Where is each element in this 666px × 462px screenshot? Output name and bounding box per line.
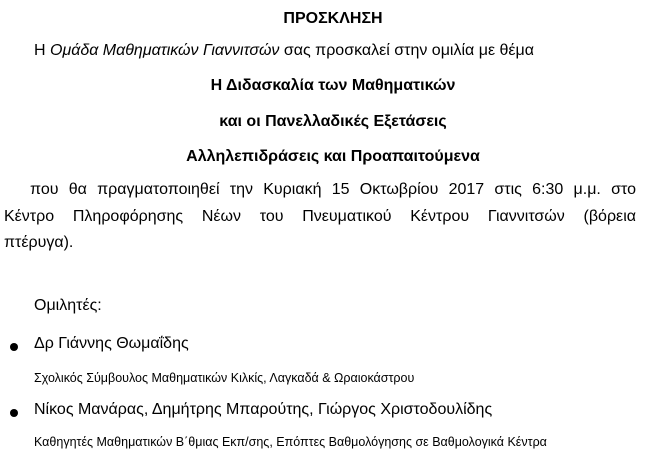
intro-line	[34, 43, 534, 59]
group-name: Ομάδα Μαθηματικών Γιαννιτσών	[50, 42, 280, 59]
bullet-icon	[10, 343, 18, 351]
topic-line-1: Η Διδασκαλία των Μαθηματικών	[210, 77, 456, 94]
speaker-affiliation-2: Καθηγητές Μαθηματικών Β΄θμιας Εκπ/σης, Επόπτες Βαθμολόγησης σε Βαθμολογικά Κέντρα	[34, 435, 547, 449]
intro-before: Η	[34, 42, 50, 59]
topic-line-3: Αλληλεπιδράσεις και Προαπαιτούμενα	[186, 148, 480, 165]
event-line-3: πτέρυγα).	[4, 234, 74, 251]
speaker-affiliation-1: Σχολικός Σύμβουλος Μαθηματικών Κιλκίς, Λαγκαδά & Ωραιοκάστρου	[34, 371, 415, 385]
speaker-name-2: Νίκος Μανάρας, Δημήτρης Μπαρούτης, Γιώργος Χριστοδουλίδης	[34, 401, 493, 418]
document-title: ΠΡΟΣΚΛΗΣΗ	[283, 10, 383, 27]
bullet-icon	[10, 409, 18, 417]
speaker-name-1: Δρ Γιάννης Θωμαΐδης	[34, 335, 189, 352]
topic-line-2: και οι Πανελλαδικές Εξετάσεις	[219, 113, 447, 130]
intro-after: σας προσκαλεί στην ομιλία με θέμα	[279, 42, 535, 59]
event-line-2: Κέντρο Πληροφόρησης Νέων του Πνευματικού Κέντρου Γιαννιτσών (βόρεια	[4, 208, 636, 225]
speakers-label: Ομιλητές:	[34, 297, 102, 314]
event-line-1: που θα πραγματοποιηθεί την Κυριακή 15 Οκτωβρίου 2017 στις 6:30 μ.μ. στο	[30, 181, 636, 198]
